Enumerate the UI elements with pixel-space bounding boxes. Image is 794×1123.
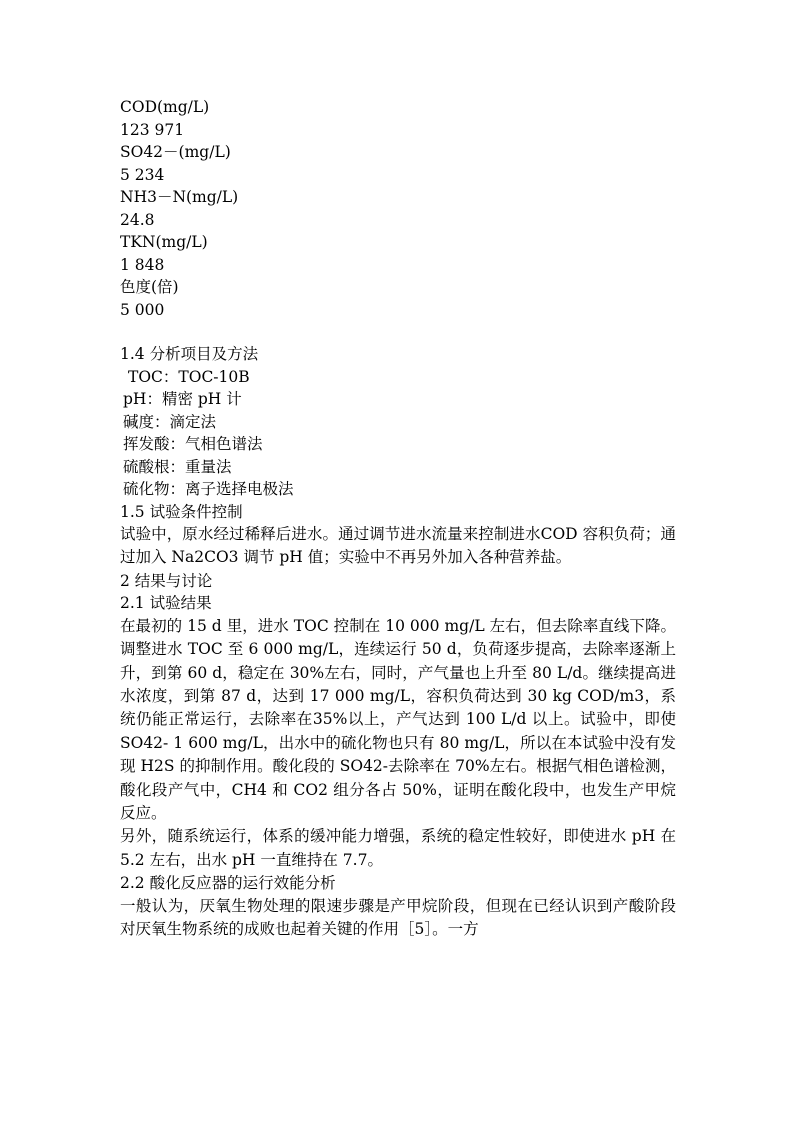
- blank-line: [120, 321, 676, 343]
- list-item: TOC：TOC-10B: [128, 367, 250, 386]
- list-item: 挥发酸：气相色谱法: [123, 435, 263, 453]
- table-cell: SO42－(mg/L): [120, 143, 231, 161]
- table-cell: TKN(mg/L): [120, 233, 208, 251]
- list-item: pH：精密 pH 计: [123, 390, 242, 408]
- table-cell: COD(mg/L): [120, 98, 210, 116]
- list-item: 碱度：滴定法: [123, 412, 217, 431]
- water-quality-table: [120, 96, 676, 321]
- table-cell: 色度(倍): [120, 278, 179, 296]
- table-cell: 24.8: [120, 210, 155, 229]
- table-cell: NH3－N(mg/L): [120, 188, 239, 206]
- analysis-method-list: [120, 366, 676, 501]
- paragraph: 在最初的 15 d 里，进水 TOC 控制在 10 000 mg/L 左右，但去除率直线下降。调整进水 TOC 至 6 000 mg/L，连续运行 50 d，负荷逐步提高，去除率逐渐上升，到第 60 d，稳定在 30%左右，同时，产气量也上升至 80 L/d。继续提高进水浓度，到第 87 d，达到 17 000 mg/L，容积负荷达到 30 kg COD/m3，系统仍能正常运行，去除率在35%以上，产气达到 100 L/d 以上。试验中，即使 SO42- 1 600 mg/L，出水中的硫化物也只有 80 mg/L，所以在本试验中没有发现 H2S 的抑制作用。酸化段的 SO42-去除率在 70%左右。根据气相色谱检测，酸化段产气中，CH4 和 CO2 组分各占 50%，证明在酸化段中，也发生产甲烷反应。: [120, 616, 676, 823]
- list-item: 硫化物：离子选择电极法: [123, 480, 294, 498]
- table-cell: 1 848: [120, 255, 165, 274]
- paragraph: 试验中，原水经过稀释后进水。通过调节进水流量来控制进水COD 容积负荷；通过加入 Na2CO3 调节 pH 值；实验中不再另外加入各种营养盐。: [120, 525, 676, 567]
- paragraph: 另外，随系统运行，体系的缓冲能力增强，系统的稳定性较好，即使进水 pH 在 5.2 左右，出水 pH 一直维持在 7.7。: [120, 827, 676, 869]
- section-heading-2-2: 2.2 酸化反应器的运行效能分析: [120, 874, 336, 893]
- table-cell: 5 000: [120, 300, 165, 319]
- document-page: [120, 96, 676, 942]
- section-heading-1-4: 1.4 分析项目及方法: [120, 345, 259, 363]
- list-item: 硫酸根：重量法: [123, 457, 232, 476]
- section-heading-2-1: 2.1 试验结果: [120, 594, 212, 613]
- table-cell: 123 971: [120, 120, 185, 139]
- section-heading-1-5: 1.5 试验条件控制: [120, 502, 243, 521]
- section-heading-2: 2 结果与讨论: [120, 571, 213, 590]
- table-cell: 5 234: [120, 165, 165, 184]
- paragraph: 一般认为，厌氧生物处理的限速步骤是产甲烷阶段，但现在已经认识到产酸阶段对厌氧生物系统的成败也起着关键的作用［5］。一方: [120, 896, 676, 939]
